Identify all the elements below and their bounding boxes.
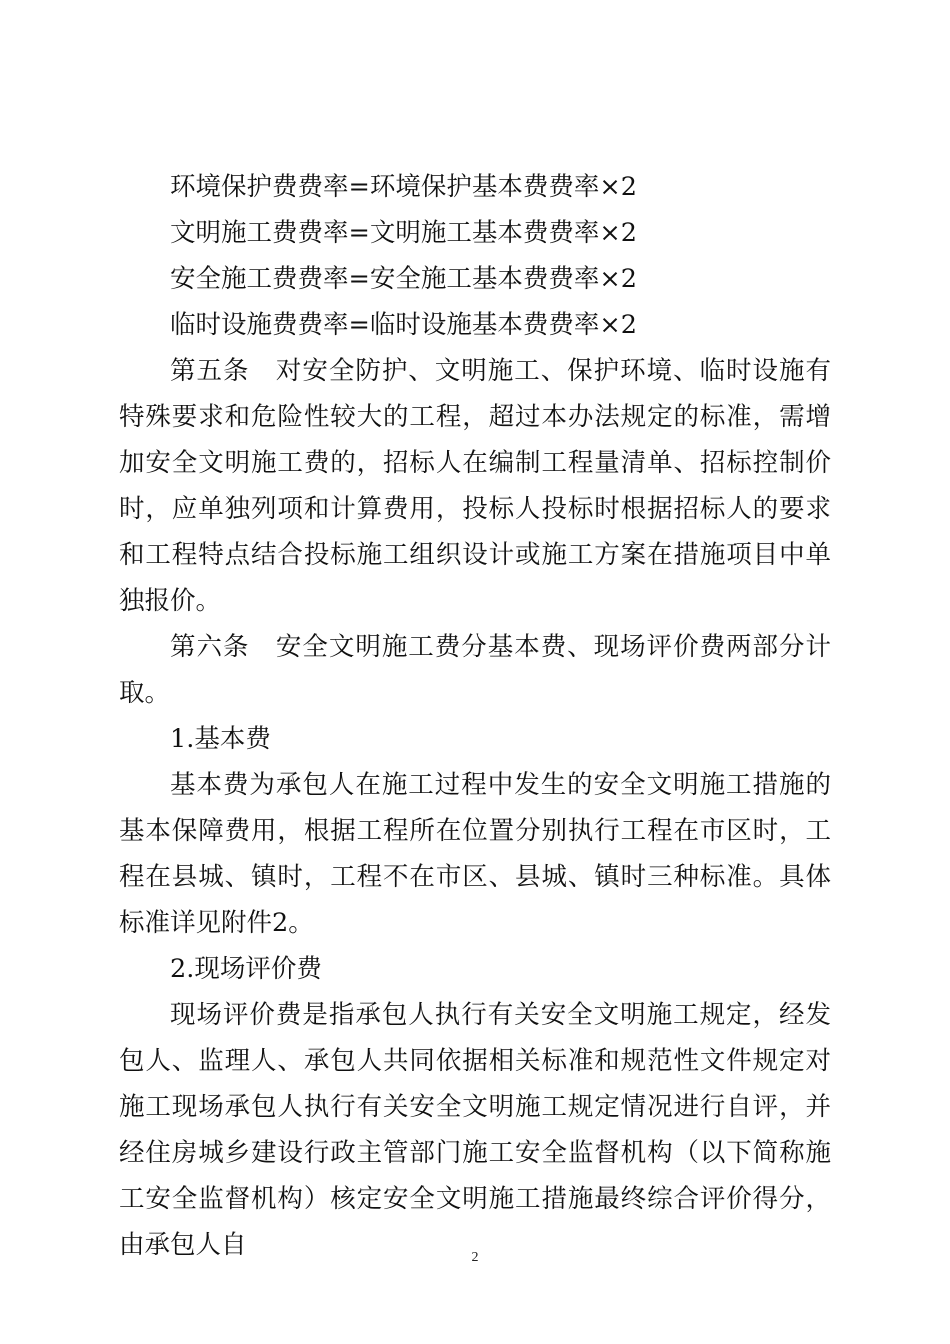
formula-environmental-protection: 环境保护费费率=环境保护基本费费率×2 [170,172,637,202]
formula-temporary-facilities: 临时设施费费率=临时设施基本费费率×2 [170,310,637,340]
section-heading-site-evaluation-fee: 2.现场评价费 [170,954,322,984]
article-six: 第六条 安全文明施工费分基本费、现场评价费两部分计取。 [119,632,831,708]
article-five: 第五条 对安全防护、文明施工、保护环境、临时设施有特殊要求和危险性较大的工程，超过本办法规定的标准，需增加安全文明施工费的，招标人在编制工程量清单、招标控制价时，应单独列项和计算费用，投标人投标时根据招标人的要求和工程特点结合投标施工组织设计或施工方案在措施项目中单独报价。 [119,356,831,616]
site-evaluation-fee-paragraph: 现场评价费是指承包人执行有关安全文明施工规定，经发包人、监理人、承包人共同依据相关标准和规范性文件规定对施工现场承包人执行有关安全文明施工规定情况进行自评，并经住房城乡建设行政主管部门施工安全监督机构（以下简称施工安全监督机构）核定安全文明施工措施最终综合评价得分，由承包人自 [119,1000,831,1260]
formula-safe-construction: 安全施工费费率=安全施工基本费费率×2 [170,264,637,294]
formula-civilized-construction: 文明施工费费率=文明施工基本费费率×2 [170,218,637,248]
section-heading-basic-fee: 1.基本费 [170,724,271,754]
basic-fee-paragraph: 基本费为承包人在施工过程中发生的安全文明施工措施的基本保障费用，根据工程所在位置分别执行工程在市区时，工程在县城、镇时，工程不在市区、县城、镇时三种标准。具体标准详见附件2。 [119,770,831,938]
page-number: 2 [471,1250,479,1265]
document-body [119,164,831,1268]
